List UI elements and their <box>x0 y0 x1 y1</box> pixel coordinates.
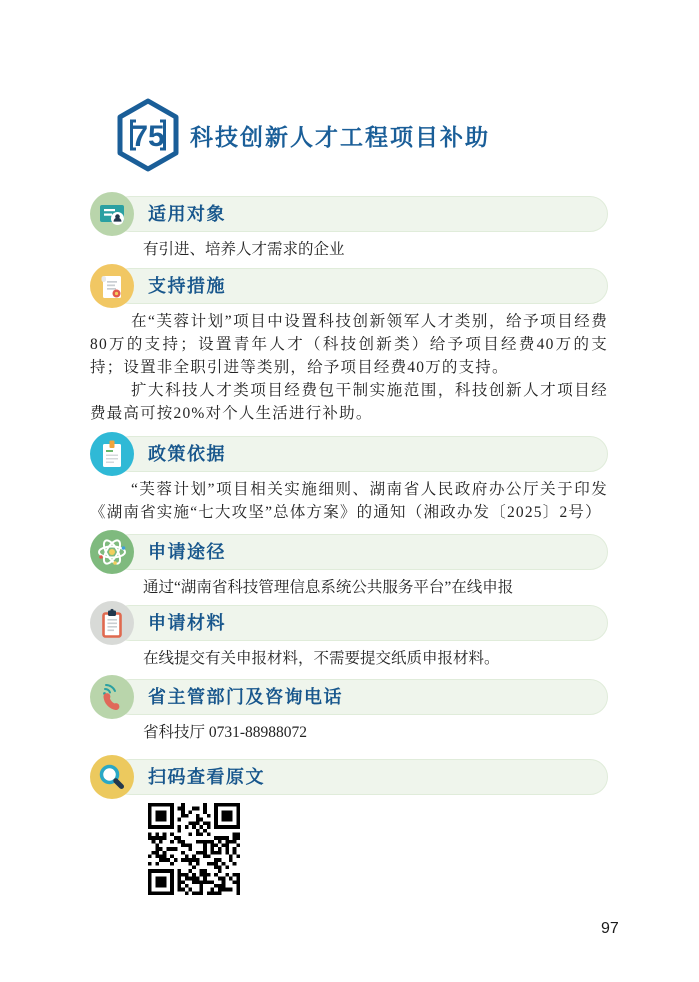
section-title: 政策依据 <box>148 444 226 464</box>
body-paragraph: 在线提交有关申报材料，不需要提交纸质申报材料。 <box>143 650 500 667</box>
id-badge-icon <box>90 192 134 236</box>
doc-header <box>90 95 608 175</box>
certificate-icon <box>90 264 134 308</box>
qr-code <box>148 803 240 895</box>
section-body-contact <box>90 721 608 744</box>
hexagon-number-badge <box>116 98 180 172</box>
section-body-target <box>90 238 608 261</box>
body-paragraph: 省科技厅 0731-88988072 <box>143 724 308 741</box>
body-paragraph: 在“芙蓉计划”项目中设置科技创新领军人才类别，给予项目经费80万的支持；设置青年人才（科技创新类）给予项目经费40万的支持；设置非全职引进等类别，给予项目经费40万的支持。 <box>90 313 608 376</box>
page-number: 97 <box>601 920 619 937</box>
section-header-measures <box>90 264 608 308</box>
policy-document-icon <box>90 432 134 476</box>
section-header-channel <box>90 530 608 574</box>
body-paragraph: 通过“湖南省科技管理信息系统公共服务平台”在线申报 <box>143 579 514 596</box>
section-header-materials <box>90 601 608 645</box>
section-body-materials <box>90 647 608 670</box>
magnifier-icon <box>90 755 134 799</box>
atom-icon <box>90 530 134 574</box>
body-paragraph: “芙蓉计划”项目相关实施细则、湖南省人民政府办公厅关于印发《湖南省实施“七大攻坚”总体方案》的通知（湘政办发〔2025〕2号） <box>90 481 608 521</box>
page-title: 科技创新人才工程项目补助 <box>190 123 490 150</box>
section-header-contact <box>90 675 608 719</box>
section-body-measures <box>90 310 608 425</box>
section-body-channel <box>90 576 608 599</box>
section-body-policy <box>90 478 608 524</box>
section-title: 省主管部门及咨询电话 <box>148 687 343 707</box>
body-paragraph: 扩大科技人才类项目经费包干制实施范围，科技创新人才项目经费最高可按20%对个人生活进行补助。 <box>90 382 608 422</box>
body-paragraph: 有引进、培养人才需求的企业 <box>143 241 345 258</box>
qr-code-container <box>148 803 608 895</box>
section-title: 支持措施 <box>148 276 226 296</box>
section-title: 扫码查看原文 <box>148 767 265 787</box>
clipboard-icon <box>90 601 134 645</box>
section-header-policy <box>90 432 608 476</box>
badge-number: 75 <box>131 120 165 153</box>
section-title: 申请途径 <box>148 542 226 562</box>
phone-icon <box>90 675 134 719</box>
section-header-target <box>90 192 608 236</box>
section-header-qr <box>90 755 608 799</box>
section-title: 适用对象 <box>148 204 226 224</box>
section-title: 申请材料 <box>148 613 226 633</box>
